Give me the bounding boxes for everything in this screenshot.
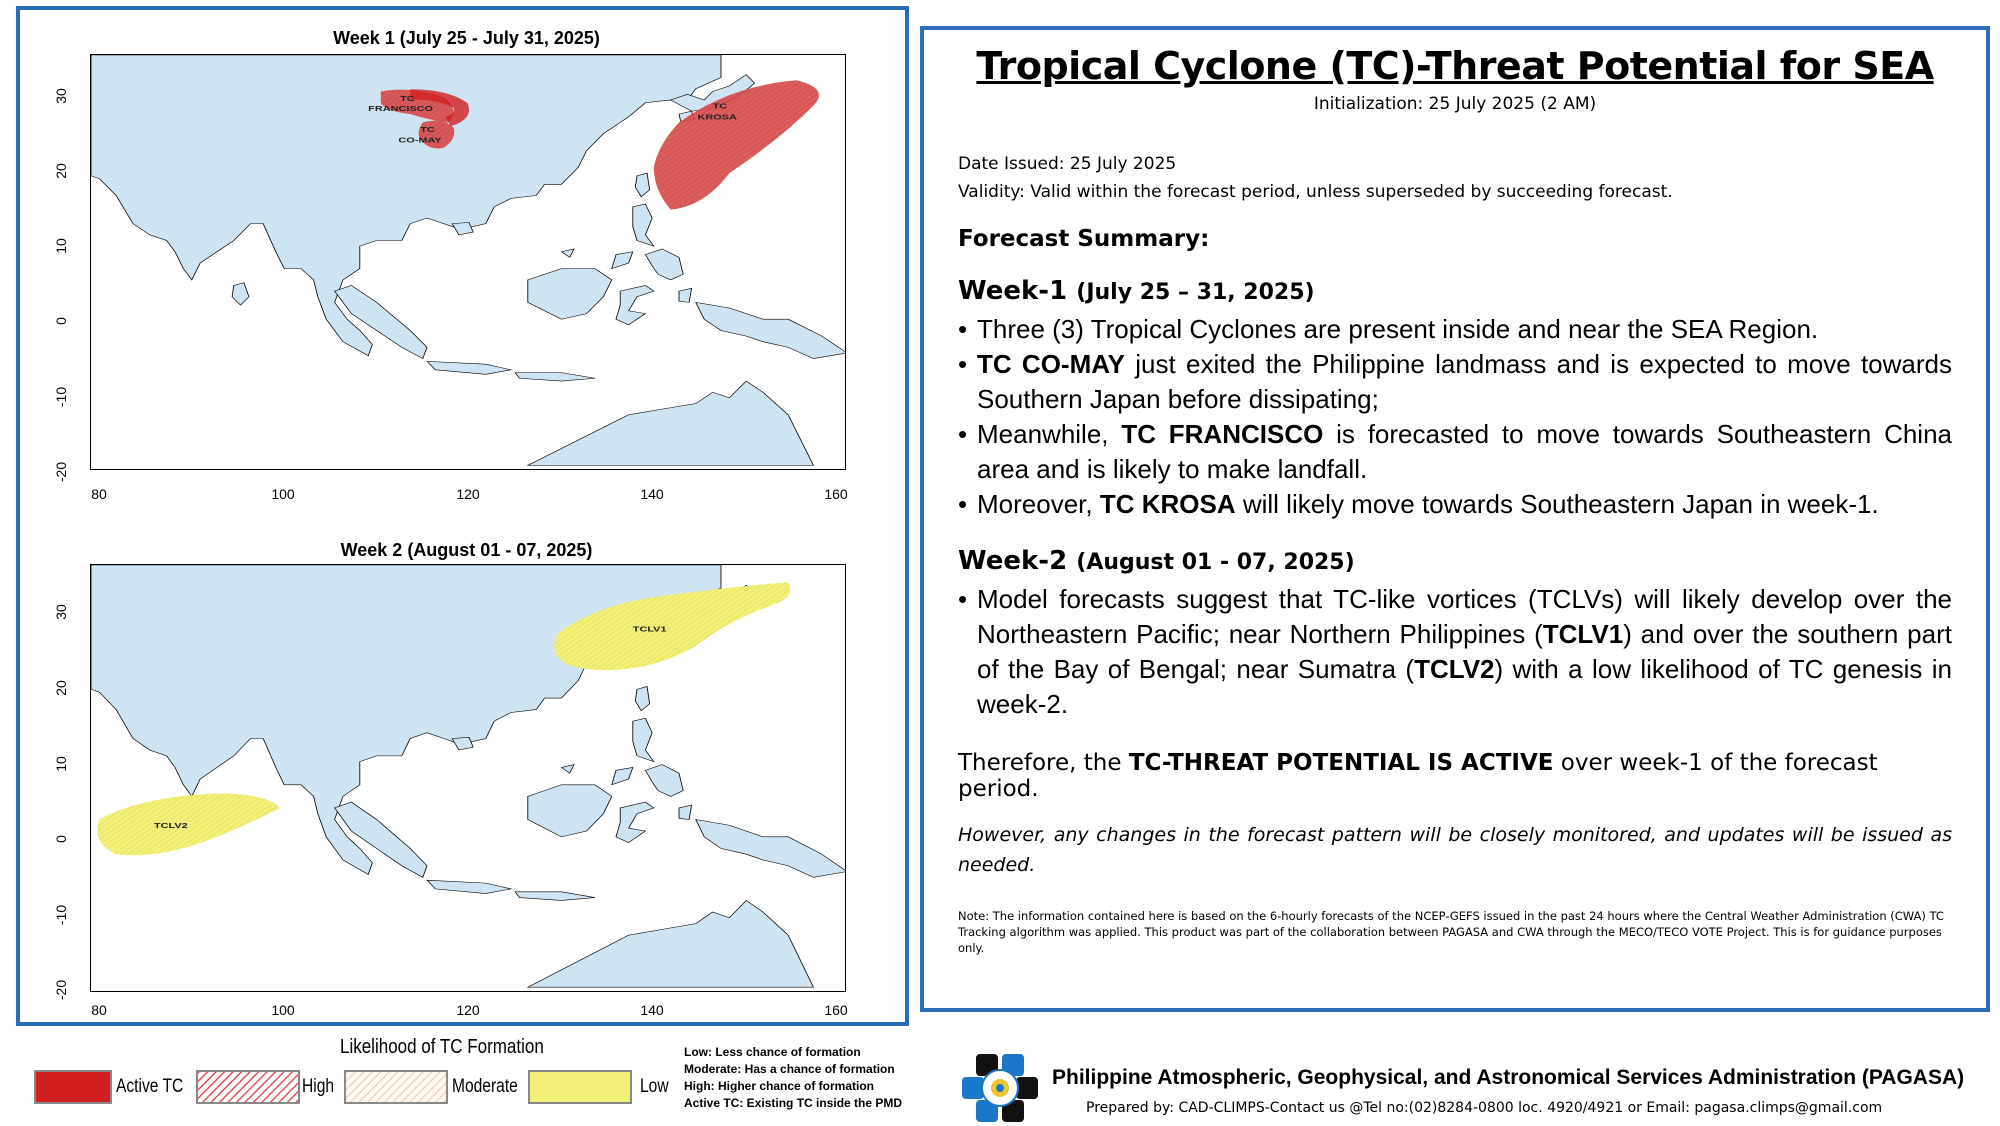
legend-swatch-high — [196, 1070, 300, 1104]
legend-swatch-active — [34, 1070, 112, 1104]
agency-name: Philippine Atmospheric, Geophysical, and Astronomical Services Administration (PAGASA) — [1052, 1066, 1965, 1089]
w2-xtick: 140 — [640, 1002, 664, 1018]
week1-map[interactable] — [90, 54, 846, 470]
w2-xtick: 160 — [824, 1002, 848, 1018]
pagasa-logo-icon — [962, 1050, 1038, 1126]
list-item: • TC CO-MAY just exited the Philippine landmass and is expected to move towards Southern Japan before dissipating; — [958, 347, 1952, 417]
w2-xtick: 100 — [271, 1002, 295, 1018]
week2-map[interactable] — [90, 564, 846, 992]
legend-label-moderate: Moderate — [452, 1076, 518, 1097]
label-tc-francisco-2: FRANCISCO — [368, 104, 434, 113]
w1-ytick: 20 — [53, 163, 69, 179]
w2-ytick: 20 — [53, 680, 69, 696]
w1-ytick: -20 — [53, 461, 69, 483]
label-tc-krosa-2: KROSA — [697, 113, 737, 122]
label-tc-krosa-1: TC — [712, 102, 728, 110]
w2-ytick: -10 — [53, 904, 69, 926]
label-tc-comay-1: TC — [420, 125, 435, 134]
list-item: • Model forecasts suggest that TC-like vortices (TCLVs) will likely develop over the Northeastern Pacific; near Northern Philippines (TCLV1) and over the southern part of the Bay of Bengal; near Sumatra (TCLV2) with a low likelihood of TC genesis in week-2. — [958, 582, 1952, 722]
legend-title: Likelihood of TC Formation — [340, 1036, 544, 1058]
week1-map-svg — [91, 55, 846, 470]
label-tc-francisco-1: TC — [400, 94, 415, 103]
contact-info: Prepared by: CAD-CLIMPS-Contact us @Tel no:(02)8284-0800 loc. 4920/4921 or Email: pagasa.climps@gmail.com — [1086, 1100, 1883, 1116]
legend-swatch-low — [528, 1070, 632, 1104]
disclaimer-note: Note: The information contained here is based on the 6-hourly forecasts of the NCEP-GEFS issued in the past 24 hours where the Central Weather Administration (CWA) TC Tracking algorithm was applied. This product was part of the collaboration between PAGASA and CWA through the MECO/TECO VOTE Project. This is for guidance purposes only. — [958, 909, 1944, 955]
label-tclv2: TCLV2 — [154, 821, 188, 830]
list-item: • Three (3) Tropical Cyclones are present inside and near the SEA Region. — [958, 312, 1952, 347]
week2-bullets — [958, 582, 1952, 722]
w2-ytick: 10 — [53, 756, 69, 772]
w2-ytick: -20 — [53, 979, 69, 1001]
w1-xtick: 100 — [271, 486, 295, 502]
tclv2-area — [97, 793, 280, 855]
page-title: Tropical Cyclone (TC)-Threat Potential for SEA — [976, 44, 1934, 88]
week1-bullets — [958, 312, 1952, 522]
week2-map-svg — [91, 565, 846, 992]
legend-label-low: Low — [640, 1076, 669, 1097]
list-item: • Meanwhile, TC FRANCISCO is forecasted to move towards Southeastern China area and is likely to make landfall. — [958, 417, 1952, 487]
week1-heading: Week-1 (July 25 – 31, 2025) — [958, 276, 1315, 306]
label-tc-comay-2: CO-MAY — [398, 136, 442, 145]
legend-label-active: Active TC — [116, 1076, 184, 1097]
forecast-summary-heading: Forecast Summary: — [958, 226, 1210, 252]
w1-ytick: 0 — [53, 317, 69, 325]
threat-conclusion: Therefore, the TC-THREAT POTENTIAL IS ACTIVE over week-1 of the forecast period. — [958, 750, 1878, 802]
legend-label-high: High — [302, 1076, 335, 1097]
w2-xtick: 120 — [456, 1002, 480, 1018]
week2-heading: Week-2 (August 01 - 07, 2025) — [958, 546, 1355, 576]
w1-xtick: 120 — [456, 486, 480, 502]
legend-notes: Low: Less chance of formation Moderate: Has a chance of formation High: Higher chance of formation Active TC: Existing TC inside the PMD — [684, 1045, 903, 1110]
week2-map-title: Week 2 (August 01 - 07, 2025) — [340, 540, 593, 560]
issue-meta — [958, 150, 1952, 206]
w2-ytick: 0 — [53, 835, 69, 843]
validity: Validity: Valid within the forecast period, unless superseded by succeeding forecast. — [958, 182, 1673, 202]
monitoring-note: However, any changes in the forecast pattern will be closely monitored, and updates will be issued as needed. — [958, 824, 1952, 876]
w1-xtick: 160 — [824, 486, 848, 502]
w2-ytick: 30 — [53, 604, 69, 620]
label-tclv1: TCLV1 — [632, 625, 667, 634]
w1-xtick: 80 — [91, 486, 107, 502]
w2-xtick: 80 — [91, 1002, 107, 1018]
list-item: • Moreover, TC KROSA will likely move towards Southeastern Japan in week-1. — [958, 487, 1952, 522]
w1-ytick: -10 — [53, 386, 69, 408]
maps-panel — [16, 6, 909, 1026]
w1-ytick: 10 — [53, 238, 69, 254]
initialization: Initialization: 25 July 2025 (2 AM) — [1313, 94, 1597, 114]
forecast-text-panel — [920, 26, 1990, 1012]
w1-ytick: 30 — [53, 88, 69, 104]
legend-swatch-moderate — [344, 1070, 448, 1104]
date-issued: Date Issued: 25 July 2025 — [958, 154, 1177, 174]
w1-xtick: 140 — [640, 486, 664, 502]
week1-map-title: Week 1 (July 25 - July 31, 2025) — [333, 28, 600, 48]
